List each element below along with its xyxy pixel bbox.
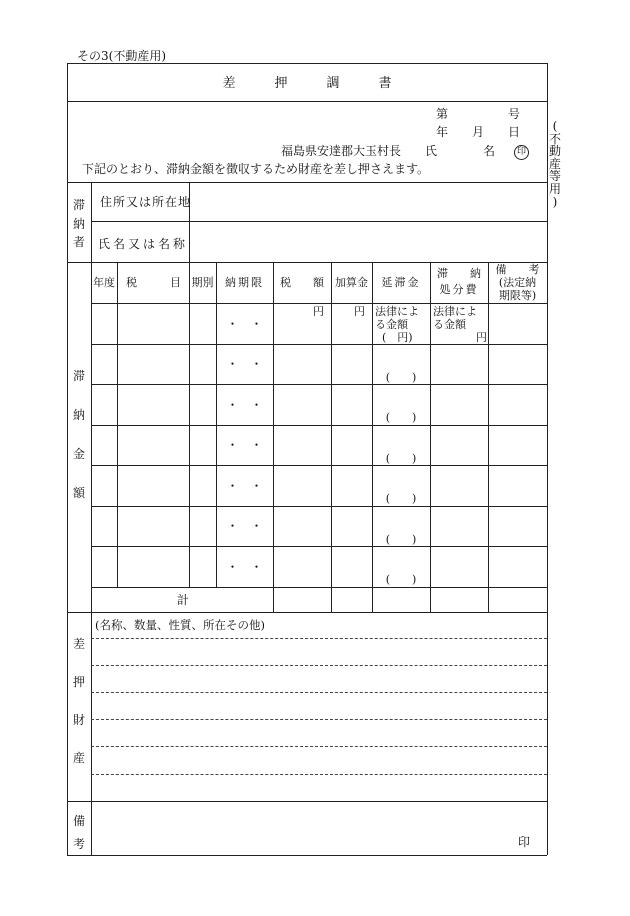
due-date-dots: ・ ・	[226, 438, 263, 452]
delinquency-paren: ( )	[385, 533, 417, 546]
vertical-char: 財	[73, 713, 86, 727]
vertical-char: 産	[73, 751, 86, 765]
address-label: 住所又は所在地	[100, 195, 192, 209]
date-day: 日	[508, 125, 521, 139]
taxpayer-section-label	[73, 196, 85, 252]
vertical-char: 滞	[73, 198, 86, 212]
vertical-char: (	[552, 119, 558, 133]
vertical-char: 用	[549, 181, 562, 196]
amount-section-label	[73, 370, 85, 526]
legal-fee-line1: 法律によ	[433, 305, 477, 318]
vertical-char: )	[552, 194, 558, 209]
vertical-char: 者	[73, 235, 86, 250]
col-period: 期別	[191, 276, 214, 289]
number-prefix: 第	[436, 107, 449, 121]
document-title: 差 押 調 書	[222, 76, 392, 91]
delinquency-paren: ( )	[385, 371, 417, 384]
issuer-seal: 印	[514, 144, 529, 160]
vertical-char: 不	[549, 131, 562, 146]
legal-amount-line3: ( 円)	[382, 331, 413, 344]
vertical-char: 備	[73, 814, 86, 828]
remarks-seal: 印	[518, 835, 531, 849]
vertical-char: 考	[73, 836, 86, 851]
delinquency-paren: ( )	[385, 492, 417, 505]
vertical-char: 納	[73, 216, 86, 231]
vertical-char: 納	[73, 408, 86, 422]
due-date-dots: ・ ・	[226, 560, 263, 574]
legal-amount-line2: る金額	[375, 318, 408, 331]
form-type-note: その3(不動産用)	[77, 49, 166, 63]
vertical-char: 等	[549, 169, 562, 184]
due-date-dots: ・ ・	[226, 357, 263, 371]
number-suffix: 号	[508, 107, 521, 121]
col-surcharge: 加算金	[335, 276, 368, 289]
delinquency-paren: ( )	[385, 573, 417, 586]
col-delinquency: 延滞金	[381, 276, 421, 289]
issuer-shi: 氏	[425, 144, 438, 158]
issuer-mei: 名	[483, 144, 496, 158]
legal-fee-line2: る金額	[433, 318, 466, 331]
col-tax-amount: 税 額	[280, 276, 324, 289]
property-section-label	[73, 638, 85, 790]
vertical-char: 動	[549, 144, 562, 159]
due-date-dots: ・ ・	[226, 479, 263, 493]
vertical-char: 産	[549, 156, 562, 171]
property-hint: (名称、数量、性質、所在その他)	[95, 618, 265, 632]
legal-amount-line1: 法律によ	[375, 305, 419, 318]
due-date-dots: ・ ・	[226, 398, 263, 412]
vertical-char: 押	[73, 675, 86, 689]
name-label: 氏名又は名称	[98, 237, 189, 251]
delinquency-paren: ( )	[385, 411, 417, 424]
vertical-char: 額	[73, 486, 86, 500]
issuer-name: 福島県安達郡大玉村長	[281, 144, 402, 158]
vertical-char: 差	[73, 637, 86, 651]
col-remarks-line1: 備 考	[495, 263, 540, 276]
side-label-text	[549, 120, 561, 208]
yen-unit-surcharge: 円	[354, 305, 365, 318]
col-tax-item: 税 目	[126, 276, 181, 289]
due-date-dots: ・ ・	[226, 317, 263, 331]
col-fee-line1: 滞 納	[437, 267, 481, 280]
date-month: 月	[472, 125, 485, 139]
due-date-dots: ・ ・	[226, 519, 263, 533]
col-remarks-line3: 期限等)	[498, 289, 537, 302]
date-year: 年	[436, 125, 449, 139]
vertical-char: 滞	[73, 369, 86, 383]
col-year: 年度	[93, 276, 115, 289]
yen-unit-fee: 円	[476, 331, 487, 344]
col-due-date: 納期限	[225, 276, 264, 289]
remarks-section-label	[73, 810, 85, 856]
col-fee-line2: 処分費	[439, 283, 479, 296]
vertical-char: 金	[73, 447, 86, 461]
seizure-statement: 下記のとおり、滞納金額を徴収するため財産を差し押さえます。	[82, 162, 430, 176]
total-label: 計	[177, 593, 190, 607]
yen-unit-tax: 円	[313, 305, 324, 318]
col-remarks-line2: (法定納	[498, 276, 537, 289]
delinquency-paren: ( )	[385, 452, 417, 465]
side-label	[549, 120, 561, 208]
